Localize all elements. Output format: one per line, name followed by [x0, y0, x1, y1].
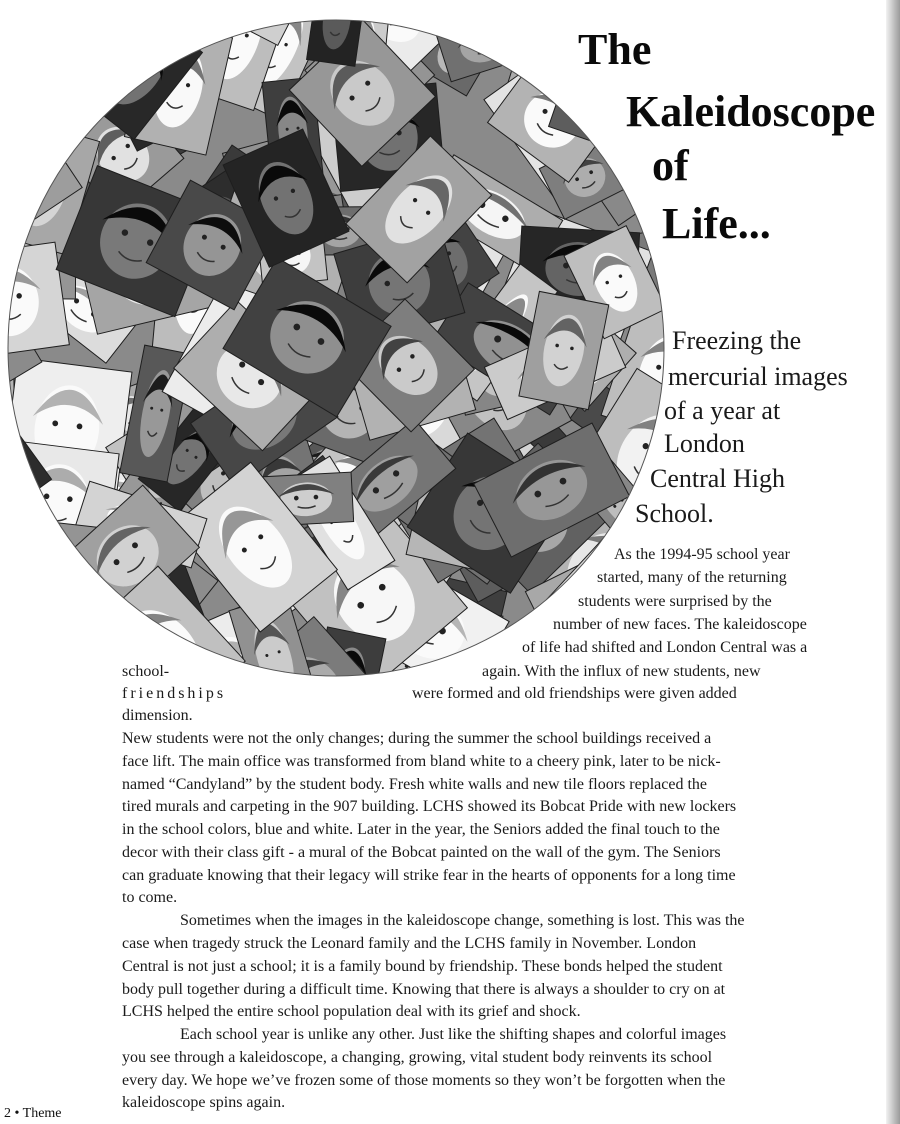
p2-line-8: to come. — [122, 889, 178, 906]
left-fragment-school: school- — [122, 663, 170, 680]
page-footer: 2 • Theme — [4, 1106, 62, 1121]
p2-line-4: tired murals and carpeting in the 907 building. LCHS showed its Bobcat Pride with new lockers — [122, 798, 737, 815]
intro-line-3: students were surprised by the — [578, 593, 772, 610]
p3-line-2: case when tragedy struck the Leonard family and the LCHS family in November. London — [122, 935, 697, 952]
p4-line-1: Each school year is unlike any other. Just like the shifting shapes and colorful images — [180, 1026, 727, 1043]
intro-line-1: As the 1994-95 school year — [614, 546, 790, 563]
title-line-1: The — [578, 25, 652, 74]
p2-line-7: can graduate knowing that their legacy will strike fear in the hearts of opponents for a long time — [122, 867, 736, 884]
subtitle-line-2: mercurial images — [668, 362, 848, 391]
p3-line-3: Central is not just a school; it is a family bound by friendship. These bonds helped the student — [122, 958, 723, 975]
p3-line-4: body pull together during a difficult time. Knowing that there is always a shoulder to cry on at — [122, 981, 726, 998]
p2-line-2: face lift. The main office was transformed from bland white to a cheery pink, later to be nick- — [122, 753, 721, 770]
p4-line-3: every day. We hope we’ve frozen some of those moments so they won’t be forgotten when the — [122, 1072, 726, 1089]
intro-line-6: again. With the influx of new students, new — [482, 663, 761, 680]
p2-line-5: in the school colors, blue and white. Later in the year, the Seniors added the final touch to the — [122, 821, 720, 838]
p2-line-1: New students were not the only changes; during the summer the school buildings received a — [122, 730, 712, 747]
title-line-2: Kaleidoscope — [626, 87, 876, 136]
p3-line-1: Sometimes when the images in the kaleidoscope change, something is lost. This was the — [180, 912, 745, 929]
subtitle-line-3: of a year at — [664, 396, 781, 425]
intro-line-2: started, many of the returning — [597, 569, 787, 586]
subtitle-line-4: London — [664, 429, 745, 458]
subtitle-line-1: Freezing the — [672, 326, 802, 355]
left-fragment-friendships: friendships — [122, 685, 227, 702]
subtitle-line-6: School. — [635, 499, 714, 528]
title-line-3: of — [652, 141, 689, 190]
subtitle-line-5: Central High — [650, 464, 786, 493]
p2-line-3: named “Candyland” by the student body. Fresh white walls and new tile floors replaced the — [122, 776, 708, 793]
left-fragment-dimension: dimension. — [122, 707, 193, 724]
p4-line-4: kaleidoscope spins again. — [122, 1094, 286, 1111]
intro-line-5: of life had shifted and London Central was a — [522, 639, 808, 656]
intro-line-4: number of new faces. The kaleidoscope — [553, 616, 807, 633]
title-line-4: Life... — [662, 199, 771, 248]
p2-line-6: decor with their class gift - a mural of the Bobcat painted on the wall of the gym. The Seniors — [122, 844, 721, 861]
p4-line-2: you see through a kaleidoscope, a changing, growing, vital student body reinvents its school — [122, 1049, 713, 1066]
p3-line-5: LCHS helped the entire school population deal with its grief and shock. — [122, 1003, 581, 1020]
intro-line-7: were formed and old friendships were given added — [412, 685, 737, 702]
